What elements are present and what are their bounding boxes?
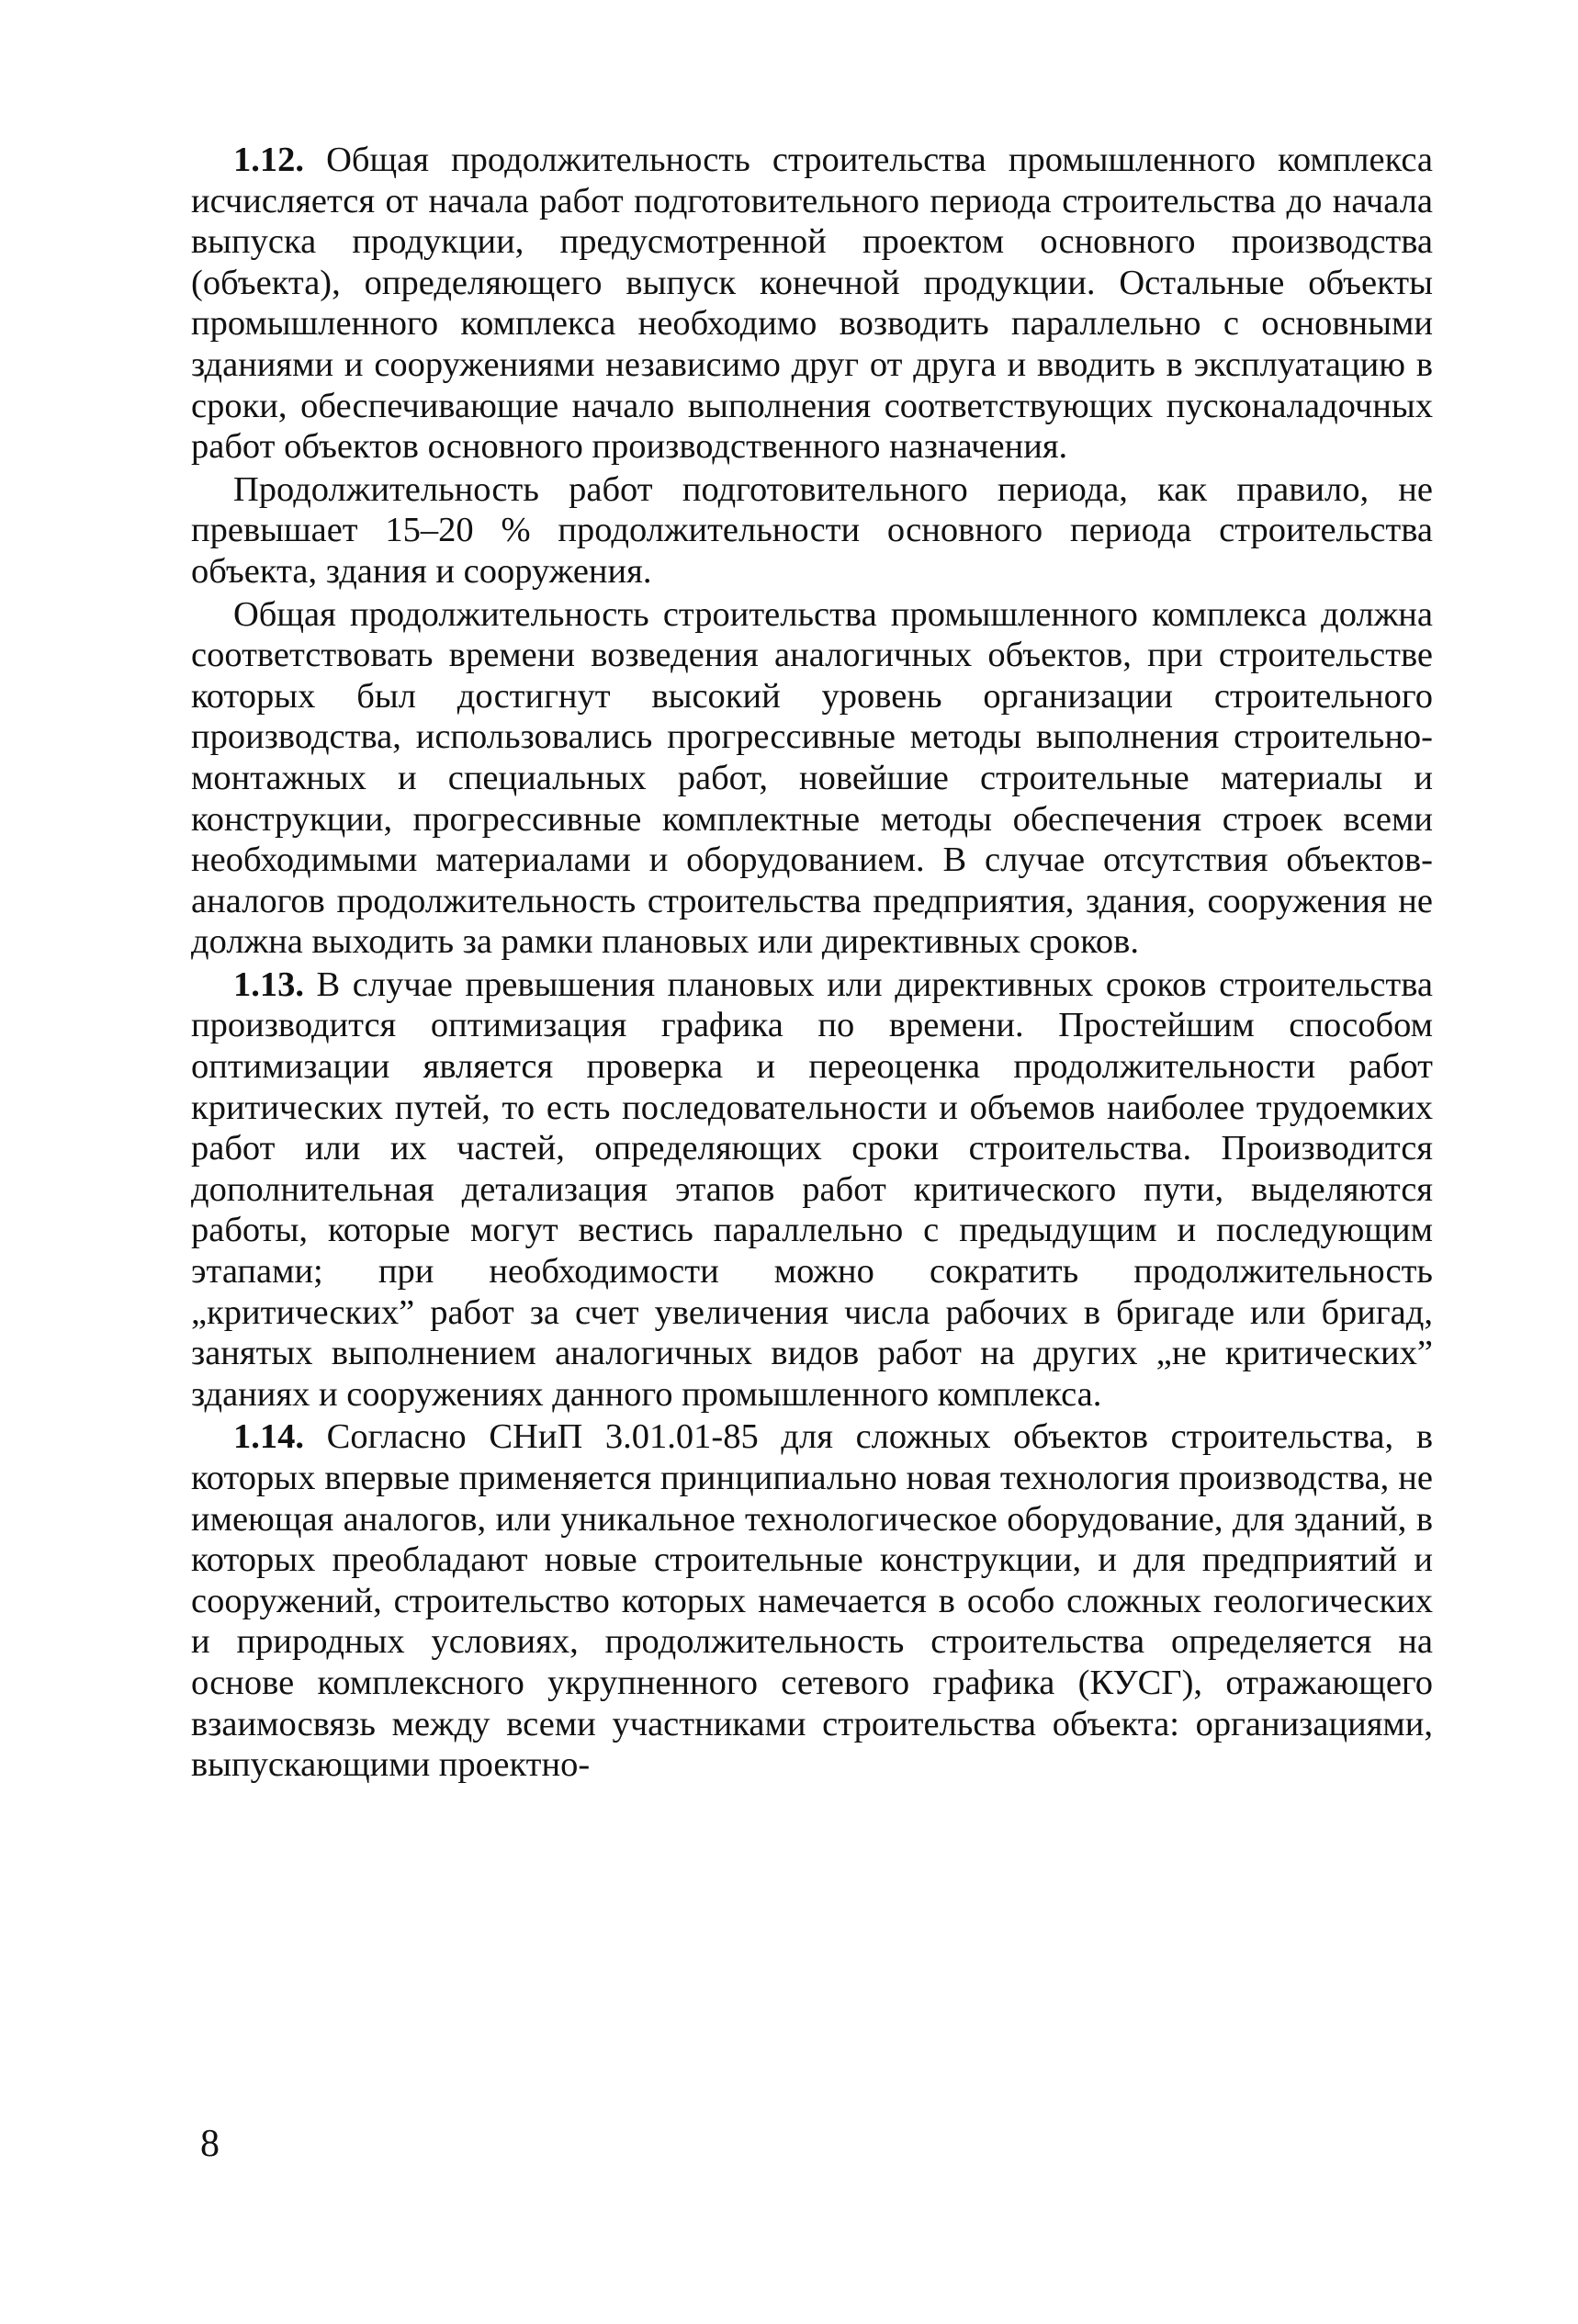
section-number: 1.13.: [233, 965, 304, 1004]
body-text: [191, 140, 1433, 1788]
paragraph-text: В случае превышения плановых или директивных сроков строительства производится оптимизация графика по времени. Простейшим способом оптимизации является проверка и переоценка продолжительности работ критических путей, то есть последовательности и объемов наиболее трудоемких работ или их частей, определяющих сроки строительства. Производится дополнительная детализация этапов работ критического пути, выделяются работы, которые могут вестись параллельно с предыдущим и последующим этапами; при необходимости можно сократить продолжительность „критических” работ за счет увеличения числа рабочих в бригаде или бригад, занятых выполнением аналогичных видов работ на других „не критических” зданиях и сооружениях данного промышленного комплекса.: [191, 965, 1433, 1414]
paragraph-text: Продолжительность работ подготовительного периода, как правило, не превышает 15–20 % продолжительности основного периода строительства объекта, здания и сооружения.: [191, 469, 1433, 591]
paragraph-1-12: [191, 140, 1433, 468]
paragraph-text: Общая продолжительность строительства промышленного комплекса исчисляется от начала работ подготовительного периода строительства до начала выпуска продукции, предусмотренной проектом основного производства (объекта), определяющего выпуск конечной продукции. Остальные объекты промышленного комплекса необходимо возводить параллельно с основными зданиями и сооружениями независимо друг от друга и вводить в эксплуатацию в сроки, обеспечивающие начало выполнения соответствующих пусконаладочных работ объектов основного производственного назначения.: [191, 141, 1433, 467]
section-number: 1.14.: [233, 1417, 304, 1457]
section-number: 1.12.: [233, 141, 304, 179]
paragraph-text: Общая продолжительность строительства промышленного комплекса должна соответствовать времени возведения аналогичных объектов, при строительстве которых был достигнут высокий уровень организации строительного производства, использовались прогрессивные методы выполнения строительно-монтажных и специальных работ, новейшие строительные материалы и конструкции, прогрессивные комплектные методы обеспечения строек всеми необходимыми материалами и оборудованием. В случае отсутствия объектов-аналогов продолжительность строительства предприятия, здания, сооружения не должна выходить за рамки плановых или директивных сроков.: [191, 594, 1433, 962]
paragraph-total-duration: [191, 594, 1433, 963]
paragraph-1-14: [191, 1416, 1433, 1785]
paragraph-preparatory-period: [191, 469, 1433, 592]
paragraph-text: Согласно СНиП 3.01.01-85 для сложных объектов строительства, в которых впервые применяется принципиально новая технология производства, не имеющая аналогов, или уникальное технологическое оборудование, для зданий, в которых преобладают новые строительные конструкции, и для предприятий и сооружений, строительство которых намечается в особо сложных геологических и природных условиях, продолжительность строительства определяется на основе комплексного укрупненного сетевого графика (КУСГ), отражающего взаимосвязь между всеми участниками строительства объекта: организациями, выпускающими проектно-: [191, 1417, 1433, 1785]
paragraph-1-13: [191, 965, 1433, 1416]
page-number: 8: [200, 2123, 220, 2165]
